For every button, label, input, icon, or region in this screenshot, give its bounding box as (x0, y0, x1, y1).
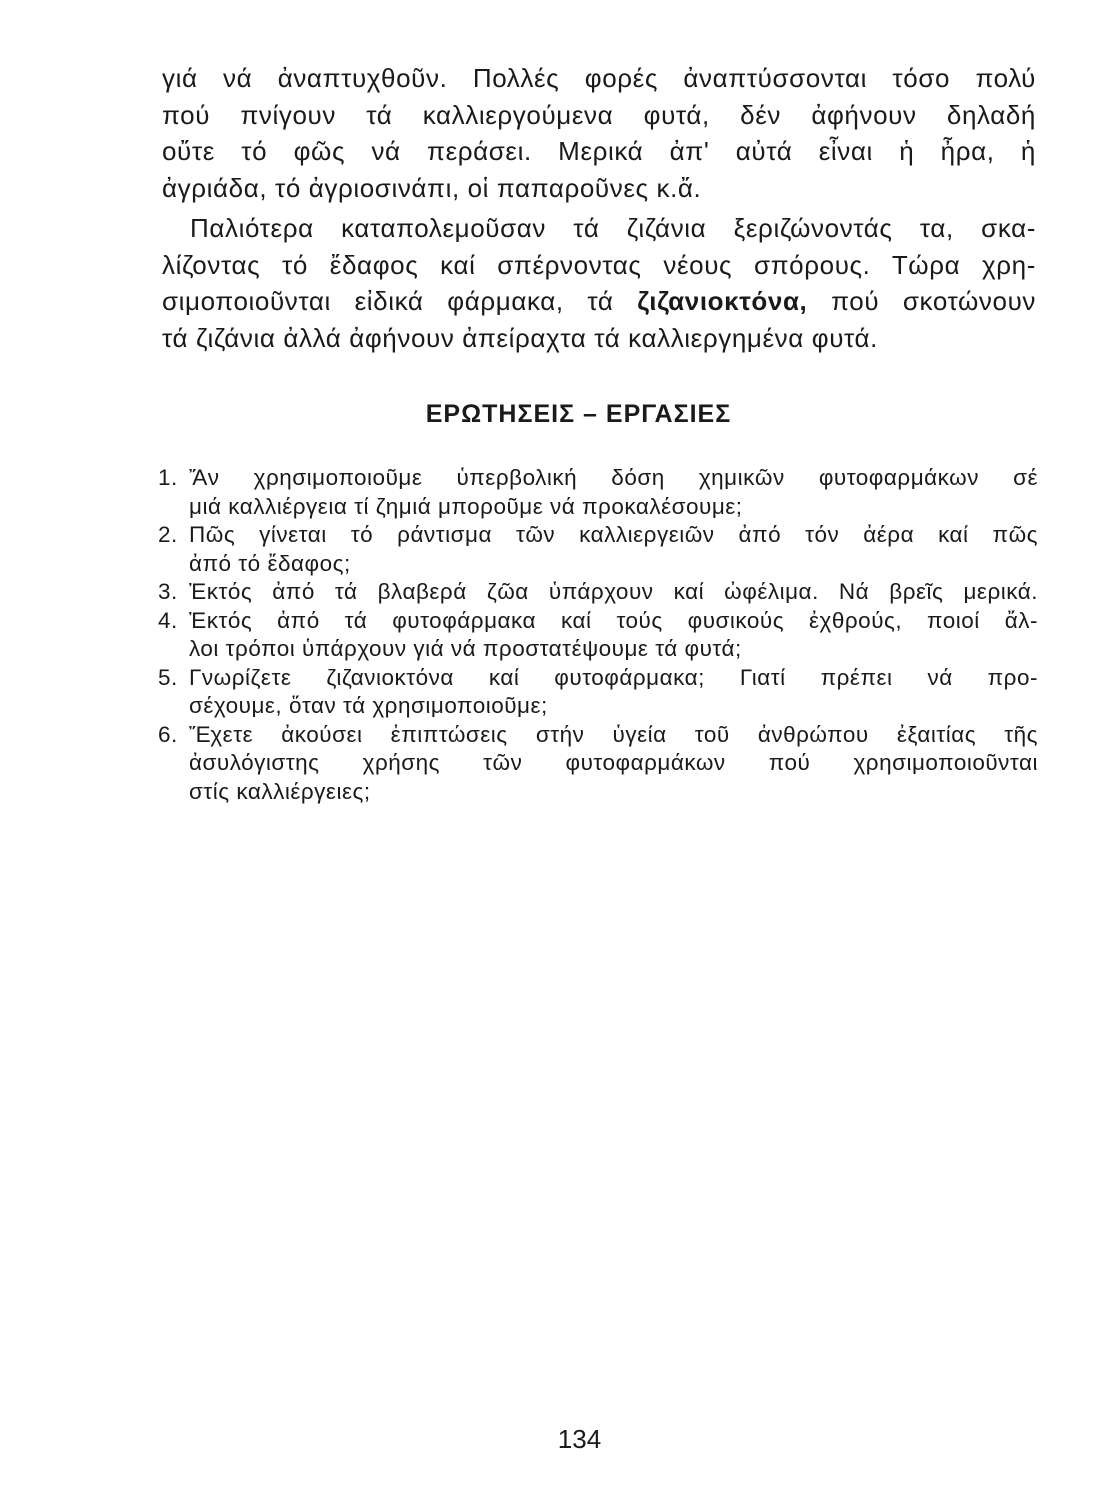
question-line: Ἔχετε ἀκούσει ἐπιπτώσεις στήν ὑγεία τοῦ ἀνθρώπου ἐξαιτίας τῆς (189, 721, 1038, 747)
question-line: σέχουμε, ὅταν τά χρησιμοποιοῦμε; (189, 693, 548, 718)
question-item (158, 464, 1038, 521)
question-number: 1. (158, 465, 178, 490)
paragraph-1-line: γιά νά ἀναπτυχθοῦν. Πολλές φορές ἀναπτύσσονται τόσο πολύ (162, 63, 1036, 93)
question-number: 3. (158, 579, 178, 604)
section-heading: ΕΡΩΤΗΣΕΙΣ – ΕΡΓΑΣΙΕΣ (425, 400, 732, 428)
question-item (158, 607, 1038, 664)
paragraph-2-line: λίζοντας τό ἔδαφος καί σπέρνοντας νέους σπόρους. Τώρα χρη- (162, 249, 1036, 280)
question-line: μιά καλλιέργεια τί ζημιά μποροῦμε νά προκαλέσουμε; (189, 493, 743, 519)
question-line: στίς καλλιέργειες; (189, 778, 371, 804)
paragraph-2-line-3 (162, 283, 1036, 320)
question-line: ἀσυλόγιστης χρήσης τῶν φυτοφαρμάκων πού χρησιμοποιοῦνται (189, 750, 1038, 775)
bold-term-herbicides: ζιζανιοκτόνα, (637, 286, 808, 316)
question-item (158, 721, 1038, 807)
page-number: 134 (557, 1424, 602, 1454)
question-number: 2. (158, 522, 178, 547)
question-number: 5. (158, 664, 178, 690)
question-line: Ἐκτός ἀπό τά βλαβερά ζῶα ὑπάρχουν καί ὠφέλιμα. Νά βρεῖς μερικά. (189, 579, 1038, 604)
paragraph-2-line: Παλιότερα καταπολεμοῦσαν τά ζιζάνια ξεριζώνοντάς τα, σκα- (190, 213, 1036, 243)
paragraph-1-line: ἀγριάδα, τό ἀγριοσινάπι, οἱ παπαροῦνες κ.ἄ. (162, 172, 702, 203)
paragraph-2-line: τά ζιζάνια ἀλλά ἀφήνουν ἀπείραχτα τά καλλιεργημένα φυτά. (162, 322, 878, 353)
paragraph-1-line: οὔτε τό φῶς νά περάσει. Μερικά ἀπ' αὐτά εἶναι ἡ ἦρα, ἡ (162, 136, 1036, 166)
paragraph-2-line-3-start: σιμοποιοῦνται εἰδικά φάρμακα, τά (162, 286, 638, 316)
paragraph-2 (162, 210, 1036, 356)
question-line: Γνωρίζετε ζιζανιοκτόνα καί φυτοφάρμακα; Γιατί πρέπει νά προ- (189, 664, 1038, 690)
question-number: 6. (158, 721, 178, 747)
question-line: Ἐκτός ἀπό τά φυτοφάρμακα καί τούς φυσικούς ἐχθρούς, ποιοί ἄλ- (189, 607, 1038, 633)
paragraph-1 (162, 60, 1036, 206)
question-item (158, 578, 1038, 607)
questions-list (158, 464, 1038, 806)
question-line: λοι τρόποι ὑπάρχουν γιά νά προστατέψουμε τά φυτά; (189, 636, 742, 661)
paragraph-1-line: πού πνίγουν τά καλλιεργούμενα φυτά, δέν ἀφήνουν δηλαδή (162, 99, 1036, 130)
paragraph-2-line-3-end: πού σκοτώνουν (807, 286, 1036, 316)
question-item (158, 664, 1038, 721)
question-number: 4. (158, 607, 178, 633)
question-line: Πῶς γίνεται τό ράντισμα τῶν καλλιεργειῶν ἀπό τόν ἀέρα καί πῶς (189, 522, 1038, 547)
question-line: ἀπό τό ἔδαφος; (189, 550, 351, 576)
question-item (158, 521, 1038, 578)
question-line: Ἄν χρησιμοποιοῦμε ὑπερβολική δόση χημικῶν φυτοφαρμάκων σέ (189, 465, 1038, 490)
